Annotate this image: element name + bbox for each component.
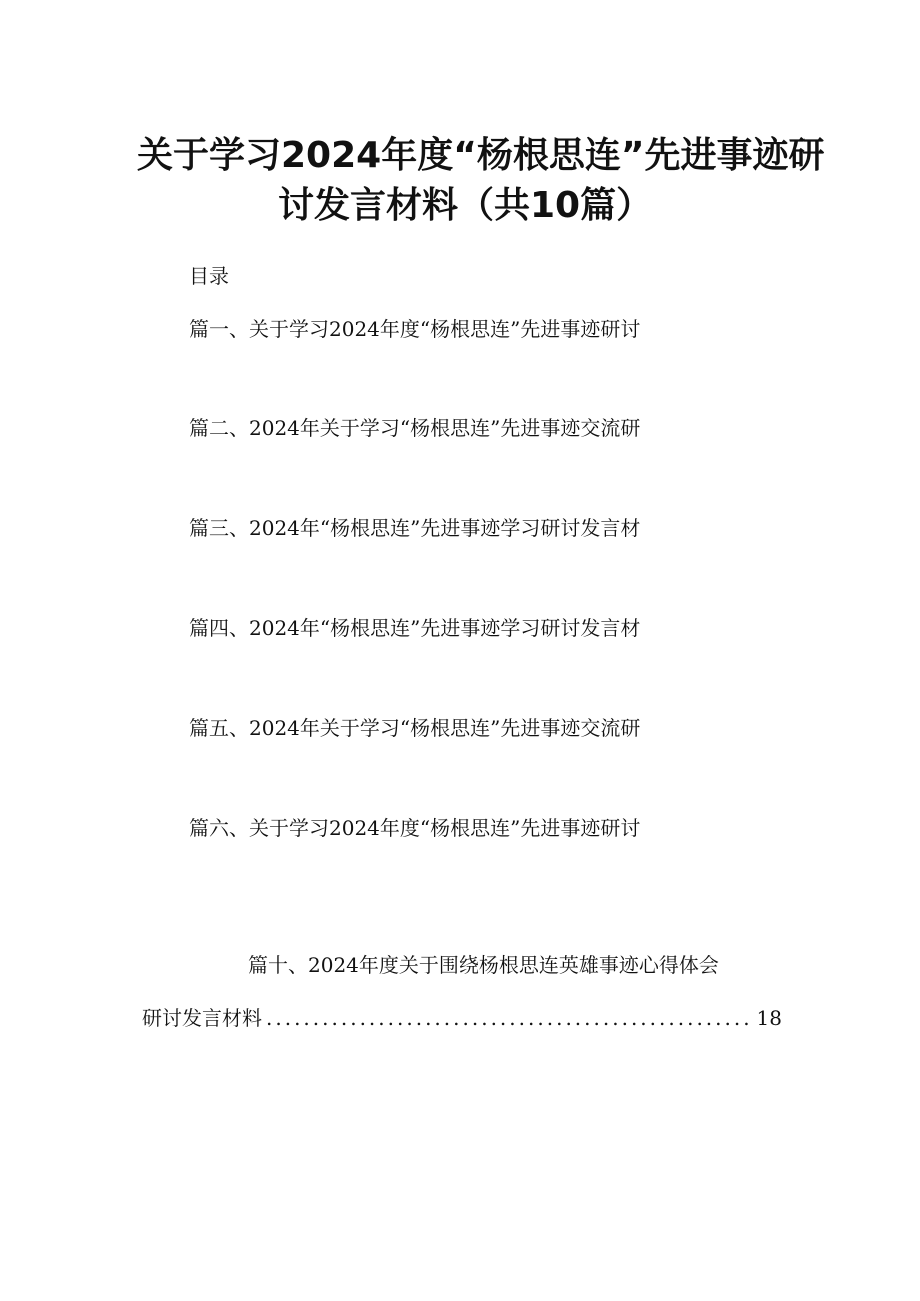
document-title-line-2: 讨发言材料（共10篇） [278, 185, 653, 226]
toc-item-10-title-end: 研讨发言材料 [142, 1006, 262, 1030]
toc-item-1[interactable]: 篇一、关于学习2024年度“杨根思连”先进事迹研讨 [189, 317, 641, 341]
toc-item-5[interactable]: 篇五、2024年关于学习“杨根思连”先进事迹交流研 [189, 716, 641, 740]
document-title-line-1: 关于学习2024年度“杨根思连”先进事迹研 [137, 135, 825, 176]
toc-item-4[interactable]: 篇四、2024年“杨根思连”先进事迹学习研讨发言材 [189, 616, 641, 640]
toc-heading: 目录 [189, 264, 229, 288]
toc-item-3[interactable]: 篇三、2024年“杨根思连”先进事迹学习研讨发言材 [189, 516, 641, 540]
toc-item-10-line-2[interactable] [142, 1004, 782, 1032]
toc-item-10-line-1[interactable]: 篇十、2024年度关于围绕杨根思连英雄事迹心得体会 [248, 953, 719, 977]
dot-leader [266, 1004, 753, 1032]
toc-item-2[interactable]: 篇二、2024年关于学习“杨根思连”先进事迹交流研 [189, 416, 641, 440]
toc-page-number: 18 [756, 1006, 782, 1030]
toc-item-6[interactable]: 篇六、关于学习2024年度“杨根思连”先进事迹研讨 [189, 816, 641, 840]
